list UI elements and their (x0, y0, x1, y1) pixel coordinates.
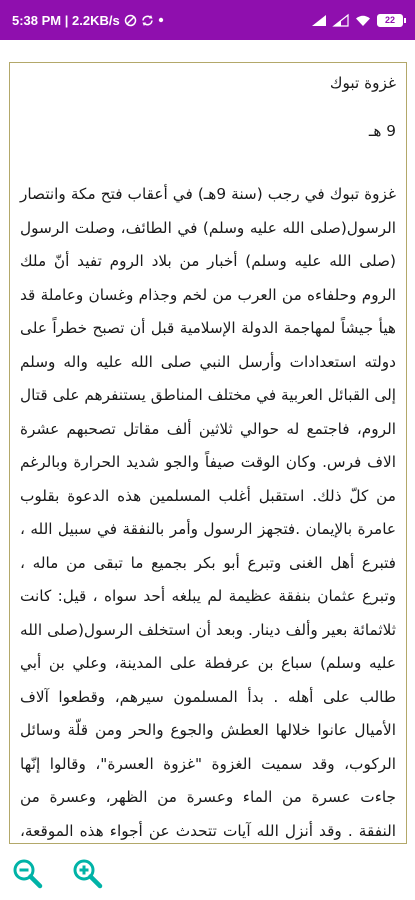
article-title: غزوة تبوك (329, 74, 396, 92)
signal-icon (311, 14, 327, 27)
bottom-toolbar (0, 848, 415, 900)
status-bar (0, 0, 415, 40)
article-date: 9 هـ (368, 121, 396, 140)
no-disturb-icon (124, 14, 137, 27)
signal-weak-icon (333, 14, 349, 27)
zoom-in-button[interactable] (70, 858, 104, 892)
notification-dot-icon (158, 17, 164, 23)
sync-icon (141, 14, 154, 27)
zoom-out-button[interactable] (10, 858, 44, 892)
article-text (10, 63, 406, 882)
status-left (12, 13, 164, 28)
wifi-icon (355, 14, 371, 27)
battery-icon: 22 (377, 14, 403, 27)
status-right (311, 14, 403, 27)
zoom-in-icon (71, 857, 103, 893)
zoom-out-icon (11, 857, 43, 893)
article-body: غزوة تبوك في رجب (سنة 9هـ) في أعقاب فتح مكة وانتصار الرسول(صلى الله عليه وسلم) في الطائف، وصلت الرسول (صلى الله عليه وسلم) أخبار من بلاد الروم تفيد أنّ ملك الروم وحلفاءه من العرب من لخم وجذام وغسان وعاملة قد هيأ جيشاً لمهاجمة الدولة الإسلامية قبل أن تصبح خطراً على دولته استعدادات وأرسل النبي صلى الله عليه واله وسلم إلى القبائل العربية في مختلف المناطق يستنفرهم على قتال الروم، فاجتمع له حوالي ثلاثين ألف مقاتل تصحبهم عشرة الاف فرس. وكان الوقت صيفاً والجو شديد الحرارة وبالرغم من كلّ ذلك. استقبل أغلب المسلمين هذه الدعوة بقلوب عامرة بالإيمان .فتجهز الرسول وأمر بالنفقة في سبيل الله ، فتبرع أهل الغنى وتبرع أبو بكر بجميع ما تبقى من ماله ، وتبرع عثمان بنفقة عظيمة لم يبلغه أحد سواه ، قيل: كانت ثلاثمائة بعير وألف دينار. وبعد أن استخلف الرسول(صلى الله عليه وسلم) سباع بن عرفطة على المدينة، وعلي بن أبي طالب على أهله . بدأ المسلمون سيرهم، وقطعوا آلاف الأميال عانوا خلالها العطش والجوع والحر ومن قلّة وسائل الركوب، وقد سميت الغزوة "غزوة العسرة"، وقالوا إنّها جاءت عسرة من الماء وعسرة من الظهر، وعسرة من النفقة . وقد أنزل الله آيات تتحدث عن أجواء هذه الموقعة، (20, 185, 396, 840)
status-time-speed: 5:38 PM | 2.2KB/s (12, 12, 120, 28)
article-frame[interactable] (9, 62, 407, 844)
